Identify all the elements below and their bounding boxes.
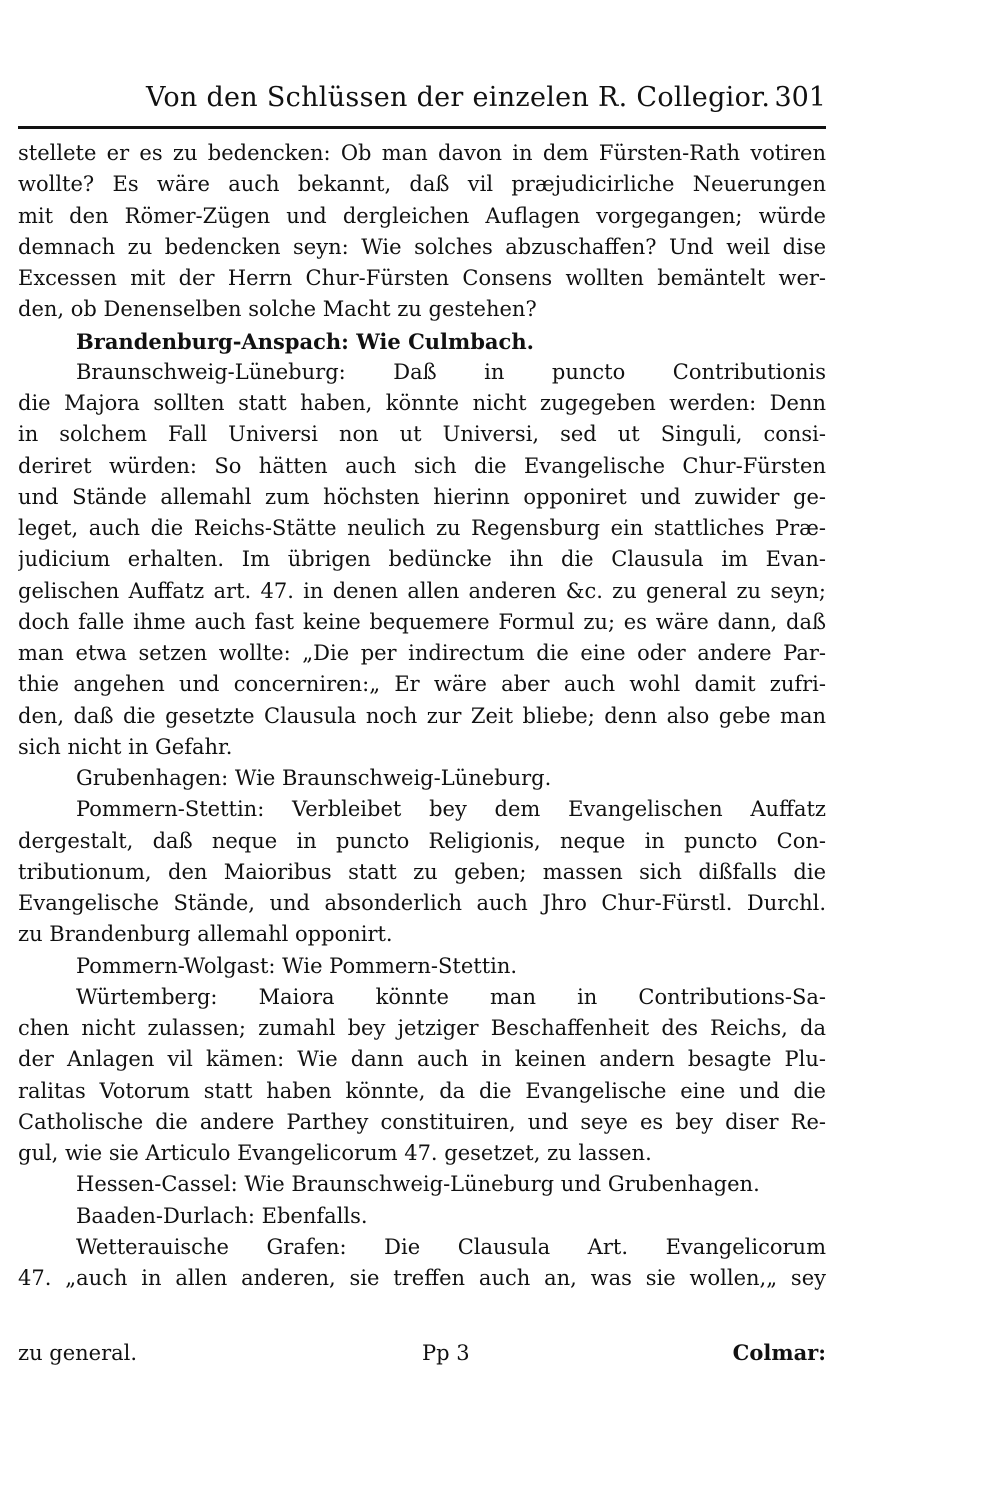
- text-line: man etwa setzen wollte: „Die per indirectum die eine oder andere Par-: [18, 641, 826, 665]
- text-line: 47. „auch in allen anderen, sie treffen auch an, was sie wollen,„ sey: [18, 1266, 826, 1290]
- text-line: zu general.: [18, 1341, 138, 1365]
- text-line: wollte? Es wäre auch bekannt, daß vil præjudicirliche Neuerungen: [18, 172, 826, 197]
- text-line: in solchem Fall Universi non ut Universi, sed ut Singuli, consi-: [18, 422, 826, 447]
- text-line: judicium erhalten. Im übrigen bedüncke ihn die Clausula im Evan-: [18, 547, 826, 572]
- text-line: leget, auch die Reichs-Stätte neulich zu Regensburg ein stattliches Præ-: [18, 516, 826, 540]
- signature-mark: Pp 3: [422, 1341, 470, 1365]
- text-line: thie angehen und concerniren:„ Er wäre aber auch wohl damit zufri-: [18, 672, 826, 697]
- entry-heading-line: Brandenburg-Anspach: Wie Culmbach.: [76, 328, 534, 354]
- entry-heading-line: Pommern-Wolgast: Wie Pommern-Stettin.: [76, 953, 518, 978]
- entry-heading-line: Baaden-Durlach: Ebenfalls.: [76, 1203, 368, 1228]
- text-line: mit den Römer-Zügen und dergleichen Auflagen vorgegangen; würde: [18, 203, 826, 228]
- body-text: [18, 138, 826, 1294]
- text-line: zu Brandenburg allemahl opponirt.: [18, 922, 393, 947]
- page-number: 301: [774, 82, 826, 113]
- text-line: ralitas Votorum statt haben könnte, da die Evangelische eine und die: [18, 1078, 826, 1103]
- text-line: den, ob Denenselben solche Macht zu gestehen?: [18, 297, 537, 322]
- text-line: gelischen Auffatz art. 47. in denen allen anderen &c. zu general zu seyn;: [18, 578, 826, 603]
- text-line: Evangelische Stände, und absonderlich auch Jhro Chur-Fürstl. Durchl.: [18, 891, 826, 915]
- text-line: Excessen mit der Herrn Chur-Fürsten Consens wollten bemäntelt wer-: [18, 266, 826, 290]
- text-line: stellete er es zu bedencken: Ob man davon in dem Fürsten-Rath votiren: [18, 141, 826, 165]
- header-rule: [18, 126, 826, 129]
- catchword: Colmar:: [732, 1340, 826, 1365]
- entry-heading-line: Wetterauische Grafen: Die Clausula Art. Evangelicorum: [76, 1234, 826, 1259]
- text-line: dergestalt, daß neque in puncto Religionis, neque in puncto Con-: [18, 828, 826, 853]
- running-head: Von den Schlüssen der einzelen R. Collegior.: [146, 82, 771, 113]
- page-header: [18, 82, 826, 118]
- text-line: sich nicht in Gefahr.: [18, 734, 233, 759]
- text-line: und Stände allemahl zum höchsten hierinn opponiret und zuwider ge-: [18, 484, 826, 509]
- text-line: Catholische die andere Parthey constituiren, und seye es bey diser Re-: [18, 1109, 826, 1134]
- text-line: chen nicht zulassen; zumahl bey jetziger Beschaffenheit des Reichs, da: [18, 1016, 826, 1040]
- text-line: doch falle ihme auch fast keine bequemere Formul zu; es wäre dann, daß: [18, 609, 826, 634]
- text-line: demnach zu bedencken seyn: Wie solches abzuschaffen? Und weil dise: [18, 234, 826, 259]
- text-line: die Majora sollten statt haben, könnte nicht zugegeben werden: Denn: [18, 391, 826, 415]
- entry-heading-line: Braunschweig-Lüneburg: Daß in puncto Contributionis: [76, 359, 826, 384]
- entry-heading-line: Pommern-Stettin: Verbleibet bey dem Evangelischen Auffatz: [76, 797, 826, 822]
- text-line: den, daß die gesetzte Clausula noch zur Zeit bliebe; denn also gebe man: [18, 703, 826, 728]
- page-footer: [18, 1336, 826, 1370]
- text-line: tributionum, den Maioribus statt zu geben; massen sich dißfalls die: [18, 859, 826, 884]
- text-line: der Anlagen vil kämen: Wie dann auch in keinen andern besagte Plu-: [18, 1047, 826, 1072]
- entry-heading-line: Grubenhagen: Wie Braunschweig-Lüneburg.: [76, 766, 552, 790]
- text-line: gul, wie sie Articulo Evangelicorum 47. gesetzet, zu lassen.: [18, 1141, 652, 1165]
- entry-heading-line: Hessen-Cassel: Wie Braunschweig-Lüneburg und Grubenhagen.: [76, 1172, 760, 1197]
- entry-heading-line: Würtemberg: Maiora könnte man in Contributions-Sa-: [76, 984, 826, 1009]
- text-line: deriret würden: So hätten auch sich die Evangelische Chur-Fürsten: [18, 453, 826, 478]
